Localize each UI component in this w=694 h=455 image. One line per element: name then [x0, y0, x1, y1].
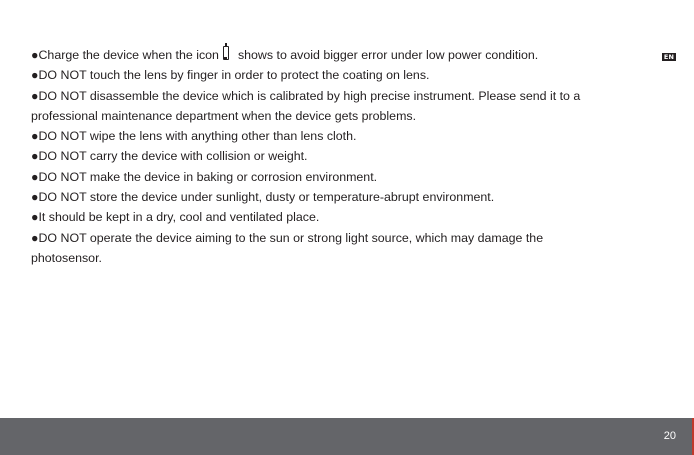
instruction-charge-text-start: ●Charge the device when the icon — [31, 48, 219, 62]
instruction-disassemble-continued: professional maintenance department when the device gets problems. — [31, 108, 417, 123]
instruction-sun-continued: photosensor. — [31, 250, 102, 265]
instruction-lens-touch: ●DO NOT touch the lens by finger in order to protect the coating on lens. — [31, 68, 430, 83]
instruction-environment: ●DO NOT make the device in baking or corrosion environment. — [31, 169, 378, 184]
instruction-keep-dry: ●It should be kept in a dry, cool and ventilated place. — [31, 210, 320, 225]
language-badge: EN — [663, 53, 675, 61]
instruction-carry: ●DO NOT carry the device with collision or weight. — [31, 149, 308, 164]
footer-bar — [0, 418, 692, 455]
instruction-wipe-lens: ●DO NOT wipe the lens with anything other than lens cloth. — [31, 129, 357, 144]
instructions-list — [31, 43, 631, 268]
page-number: 20 — [663, 430, 676, 442]
instruction-sun: ●DO NOT operate the device aiming to the sun or strong light source, which may damage the — [31, 230, 544, 245]
instruction-disassemble: ●DO NOT disassemble the device which is calibrated by high precise instrument. Please send it to a — [31, 88, 581, 103]
low-battery-icon — [222, 43, 232, 61]
instruction-charge — [31, 43, 631, 65]
instruction-charge-text-end: shows to avoid bigger error under low power condition. — [237, 48, 539, 62]
instruction-storage: ●DO NOT store the device under sunlight, dusty or temperature-abrupt environment. — [31, 190, 495, 205]
